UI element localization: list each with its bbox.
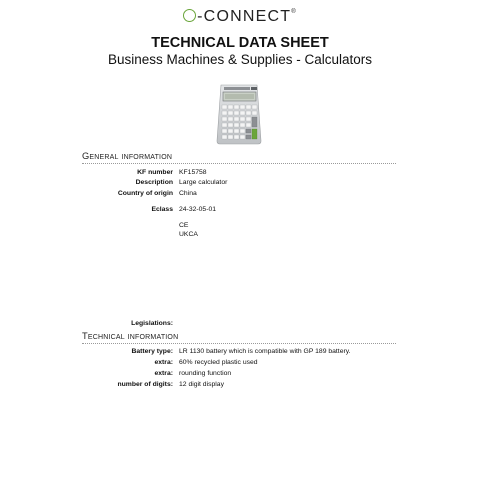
battery-type-value: LR 1130 battery which is compatible with GP 189 battery. bbox=[179, 348, 351, 355]
q-logo-icon bbox=[183, 9, 196, 22]
brand-logo bbox=[0, 8, 480, 26]
extra-label: extra: bbox=[154, 359, 173, 366]
section-general-information: General information bbox=[82, 151, 396, 164]
extra-recycled-value: 60% recycled plastic used bbox=[179, 359, 258, 366]
legislations-label: Legislations: bbox=[131, 320, 173, 327]
certification-ukca: UKCA bbox=[179, 231, 198, 238]
number-of-digits-value: 12 digit display bbox=[179, 381, 224, 388]
extra-rounding-value: rounding function bbox=[179, 370, 232, 377]
description-value: Large calculator bbox=[179, 179, 228, 186]
country-of-origin-label: Country of origin bbox=[117, 190, 173, 197]
kf-number-label: KF number bbox=[137, 169, 173, 176]
eclass-label: Eclass bbox=[151, 206, 173, 213]
number-of-digits-label: number of digits: bbox=[117, 381, 173, 388]
eclass-value: 24-32-05-01 bbox=[179, 206, 217, 213]
section-technical-information: Technical information bbox=[82, 331, 396, 344]
registered-mark: ® bbox=[291, 9, 297, 15]
page-title: TECHNICAL DATA SHEET bbox=[151, 35, 329, 51]
description-label: Description bbox=[135, 179, 173, 186]
certification-ce: CE bbox=[179, 222, 189, 229]
page-subtitle: Business Machines & Supplies - Calculators bbox=[107, 52, 373, 67]
country-of-origin-value: China bbox=[179, 190, 197, 197]
calculator-product-image bbox=[214, 83, 264, 145]
extra-label: extra: bbox=[154, 370, 173, 377]
battery-type-label: Battery type: bbox=[131, 348, 173, 355]
kf-number-value: KF15758 bbox=[179, 169, 207, 176]
brand-name: -CONNECT bbox=[197, 8, 292, 25]
